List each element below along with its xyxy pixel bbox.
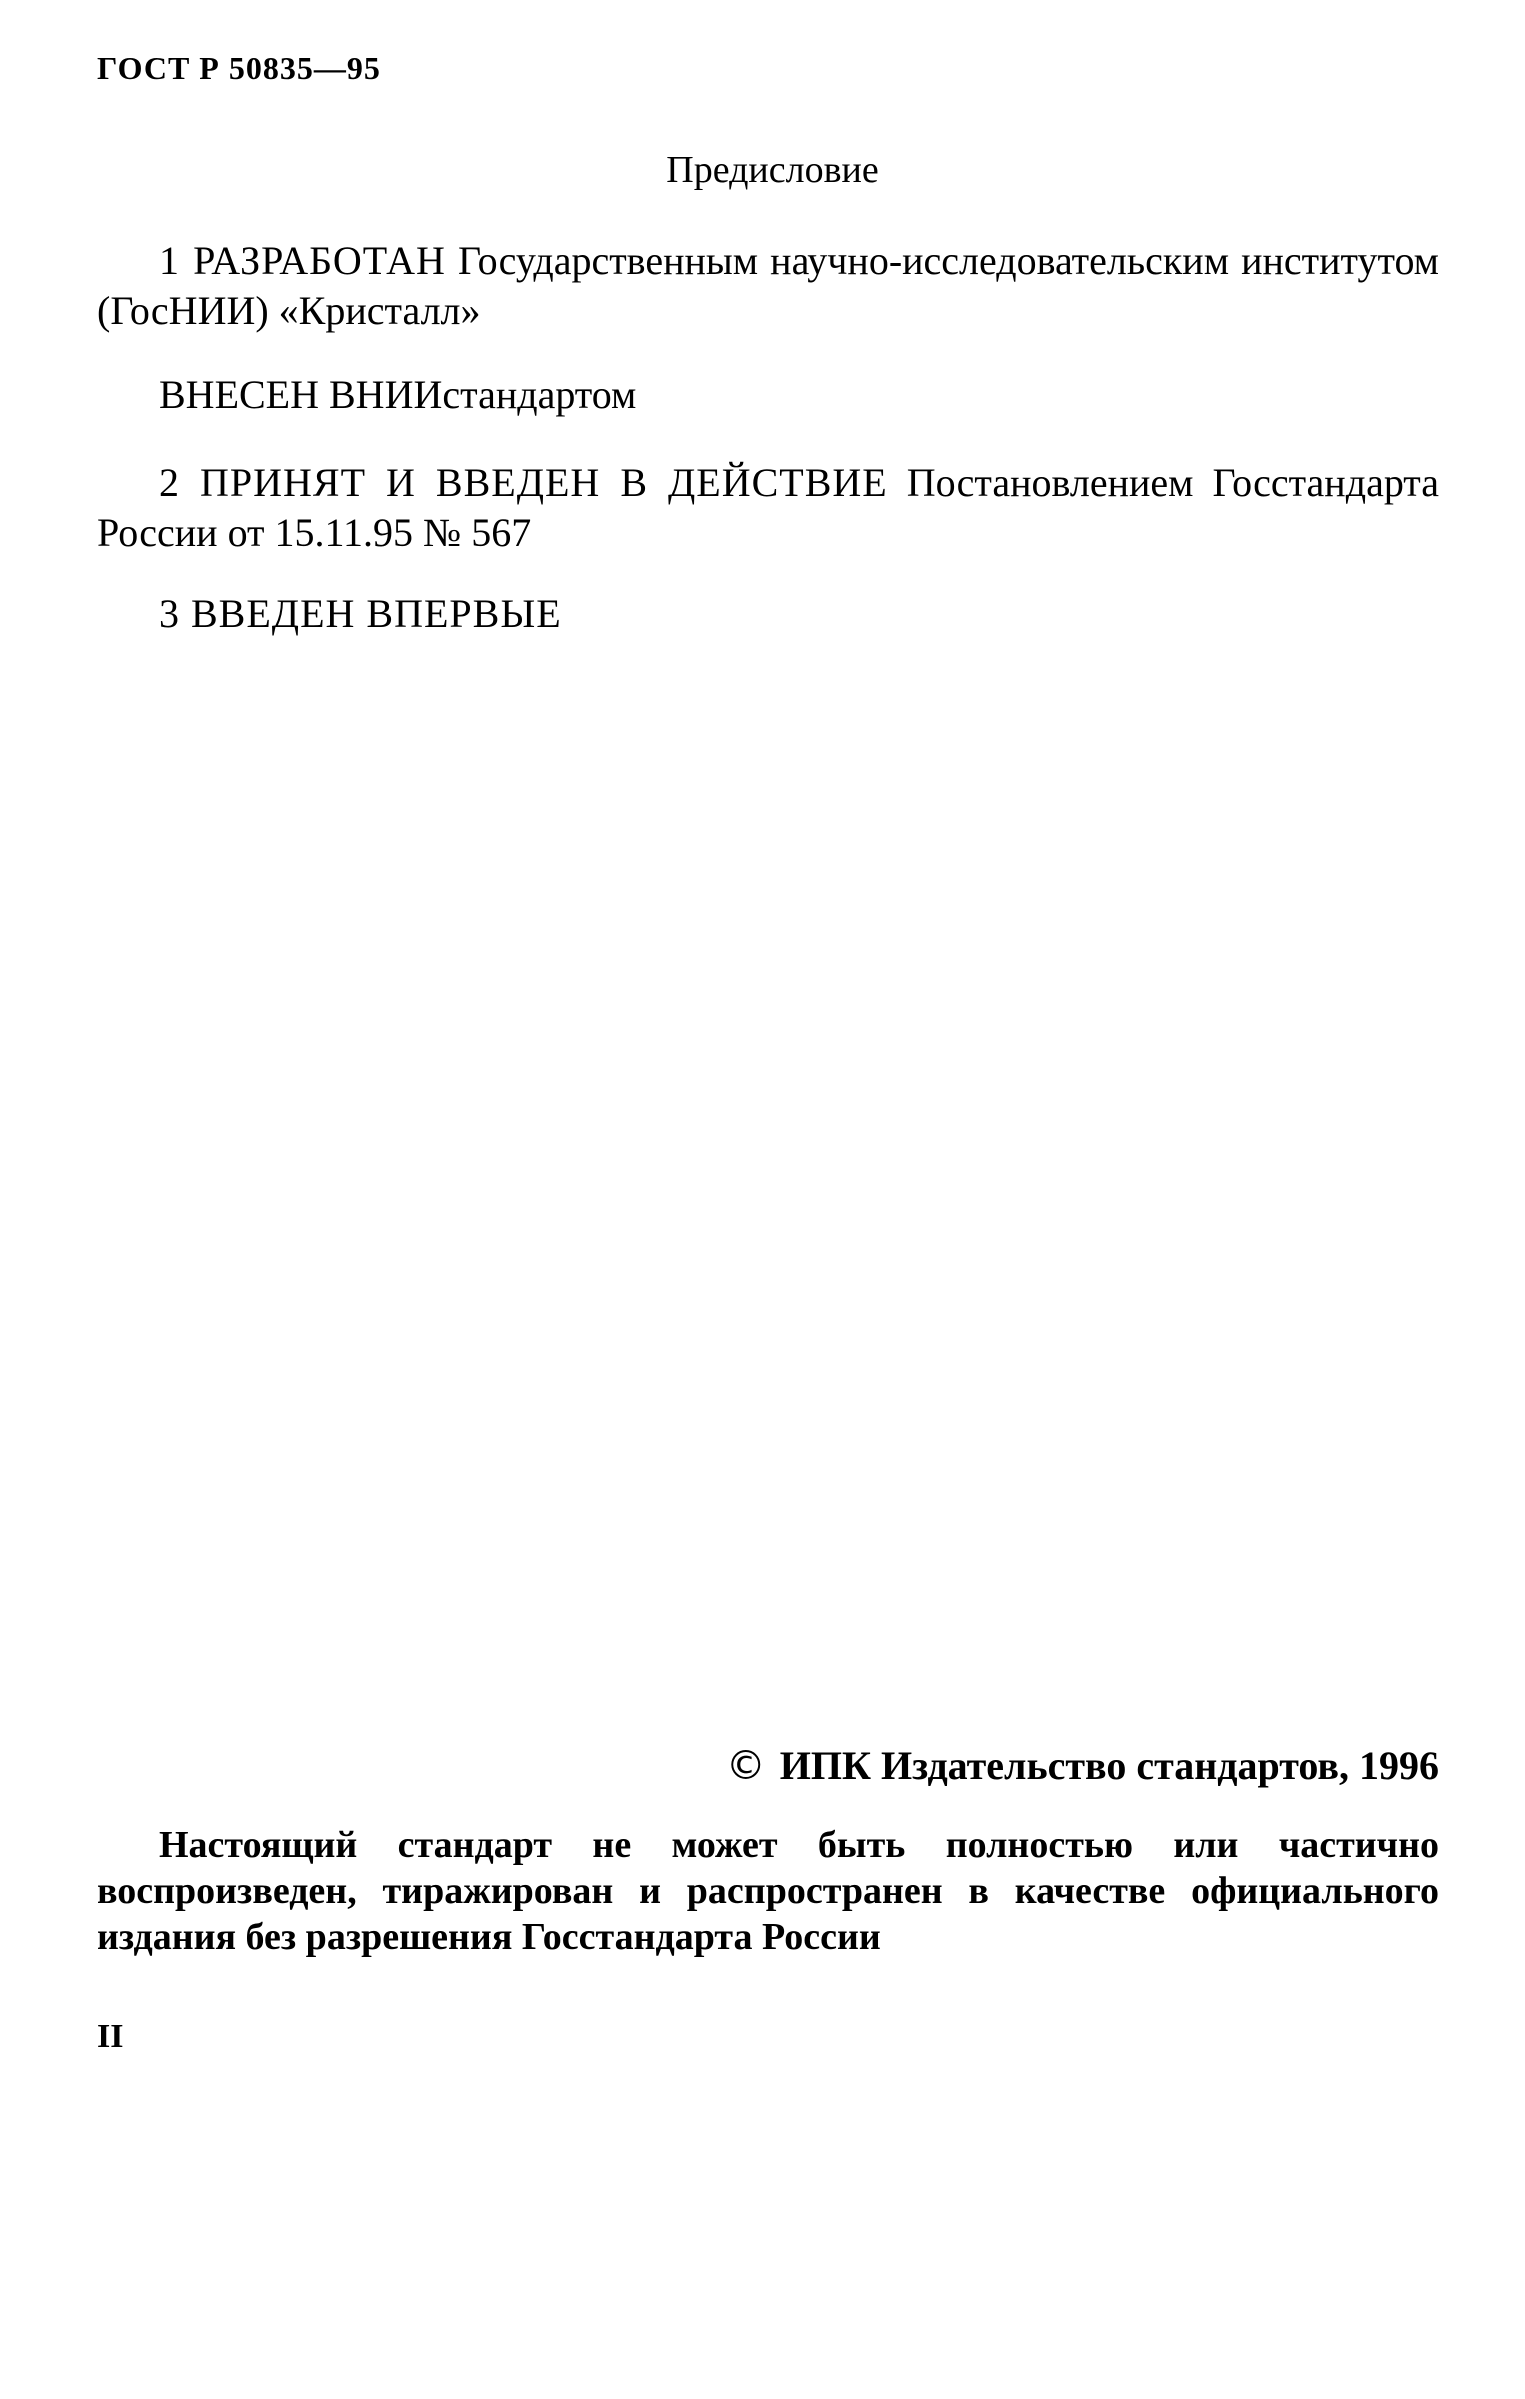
foreword-item-3: [97, 589, 1439, 639]
document-code: ГОСТ Р 50835—95: [97, 50, 381, 86]
item-2-lead: 2 ПРИНЯТ И ВВЕДЕН В ДЕЙСТВИЕ: [159, 460, 888, 505]
copyright-line: [726, 1742, 1439, 1789]
foreword-item-1: [97, 236, 1439, 336]
foreword-item-1-continuation: [97, 370, 1439, 420]
item-1-lead: 1 РАЗРАБОТАН: [159, 238, 446, 283]
copyright-icon: ©: [725, 1743, 766, 1789]
reproduction-notice: [97, 1822, 1439, 1960]
item-1-text: Государственным научно-исследовательским институтом (ГосНИИ) «Кристалл»: [97, 238, 1439, 333]
notice-text: Настоящий стандарт не может быть полностью или частично воспроизведен, тиражирован и распространен в качестве официального издания без разрешения Госстандарта России: [97, 1824, 1439, 1958]
copyright-text: ИПК Издательство стандартов, 1996: [779, 1743, 1439, 1788]
item-2-text: Постановлением Госстандарта России от 15.11.95 № 567: [97, 460, 1440, 555]
foreword-item-2: [97, 458, 1439, 558]
item-1-submitted: ВНЕСЕН ВНИИстандартом: [159, 372, 637, 417]
item-3-text: 3 ВВЕДЕН ВПЕРВЫЕ: [159, 591, 562, 636]
page-number: II: [97, 2018, 124, 2055]
foreword-title: Предисловие: [666, 149, 879, 191]
